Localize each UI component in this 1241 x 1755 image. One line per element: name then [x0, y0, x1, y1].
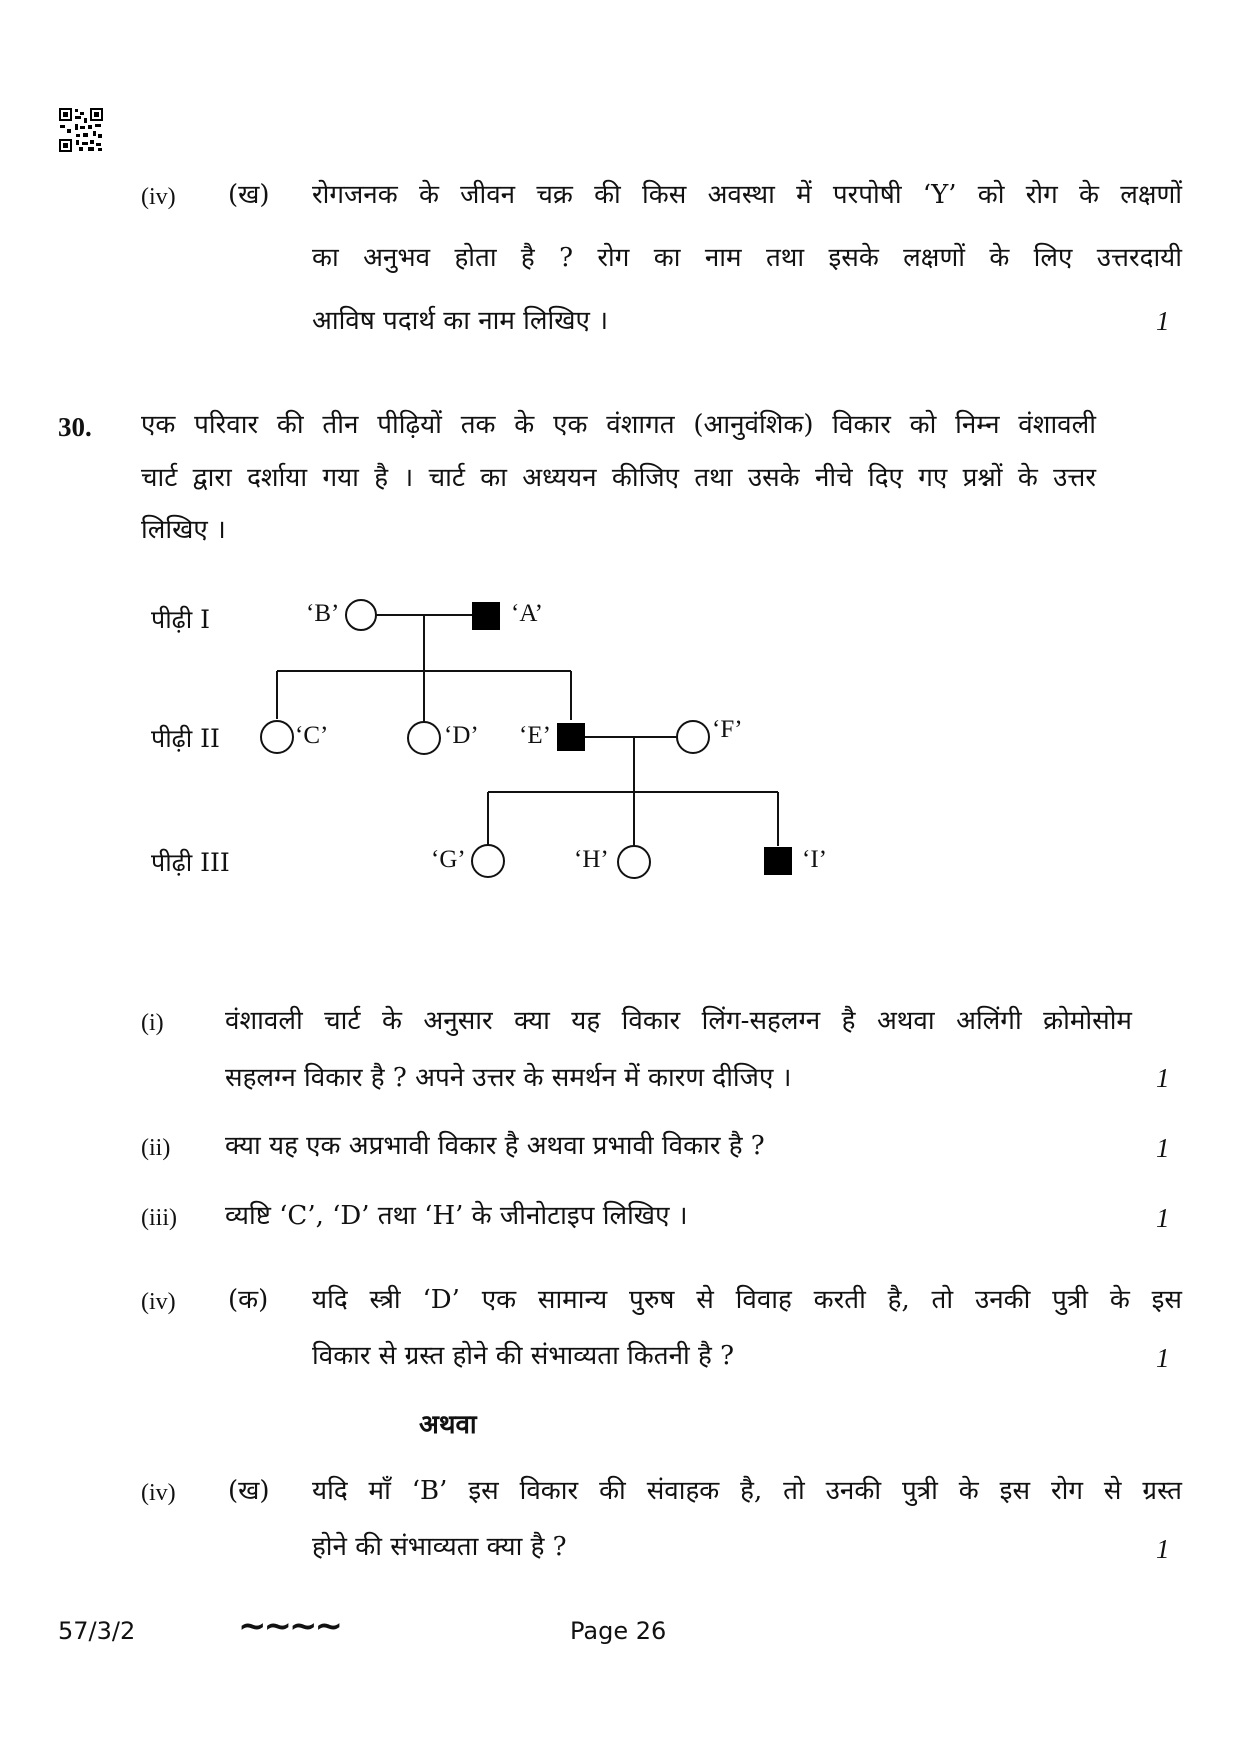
- affected-male-e: [557, 723, 585, 751]
- question-line-2: चार्ट द्वारा दर्शाया गया है । चार्ट का अध्ययन कीजिए तथा उसके नीचे दिए गए प्रश्नों के उत्तर: [141, 463, 1096, 493]
- marks: 1: [1156, 1063, 1170, 1093]
- female-c: [261, 721, 293, 753]
- part-label: (iv): [141, 184, 176, 210]
- individual-label-e: ‘E’: [519, 722, 551, 749]
- prev-question-line-2: का अनुभव होता है ? रोग का नाम तथा इसके लक्षणों के लिए उत्तरदायी: [312, 243, 1182, 273]
- individual-label-a: ‘A’: [511, 600, 543, 627]
- part-label: (iii): [141, 1205, 177, 1231]
- option-label: (ख): [228, 180, 270, 210]
- female-h: [618, 846, 650, 878]
- option-label: (ख): [228, 1476, 270, 1506]
- individual-label-f: ‘F’: [712, 716, 743, 743]
- question-line-3: लिखिए ।: [141, 515, 226, 545]
- affected-male-a: [472, 602, 500, 630]
- individual-label-b: ‘B’: [306, 600, 340, 627]
- individual-label-i: ‘I’: [802, 846, 827, 873]
- subquestion-iv-a-line-2: विकार से ग्रस्त होने की संभाव्यता कितनी है ?: [312, 1341, 735, 1371]
- female-d: [408, 722, 440, 754]
- question-number: 30.: [58, 412, 92, 442]
- generation-label-3: पीढ़ी III: [151, 848, 230, 877]
- paper-code: 57/3/2: [58, 1617, 136, 1645]
- part-label: (i): [141, 1010, 164, 1036]
- individual-label-c: ‘C’: [295, 722, 329, 749]
- subquestion-iv-a-line-1: यदि स्त्री ‘D’ एक सामान्य पुरुष से विवाह करती है, तो उनकी पुत्री के इस: [312, 1285, 1182, 1315]
- marks: 1: [1156, 1534, 1170, 1564]
- affected-male-i: [764, 847, 792, 875]
- individual-label-d: ‘D’: [444, 722, 479, 749]
- subquestion-i-line-1: वंशावली चार्ट के अनुसार क्या यह विकार लिंग-सहलग्न है अथवा अलिंगी क्रोमोसोम: [225, 1006, 1132, 1036]
- marks: 1: [1156, 1203, 1170, 1233]
- part-label: (iv): [141, 1480, 176, 1506]
- prev-question-line-1: रोगजनक के जीवन चक्र की किस अवस्था में परपोषी ‘Y’ को रोग के लक्षणों: [312, 180, 1182, 210]
- individual-label-h: ‘H’: [574, 846, 609, 873]
- prev-question-line-3: आविष पदार्थ का नाम लिखिए ।: [312, 306, 609, 336]
- subquestion-iv-b-line-2: होने की संभाव्यता क्या है ?: [312, 1532, 567, 1562]
- question-line-1: एक परिवार की तीन पीढ़ियों तक के एक वंशागत (आनुवंशिक) विकार को निम्न वंशावली: [141, 410, 1096, 440]
- part-label: (ii): [141, 1135, 171, 1161]
- individual-label-g: ‘G’: [431, 846, 466, 873]
- subquestion-i-line-2: सहलग्न विकार है ? अपने उत्तर के समर्थन में कारण दीजिए ।: [225, 1063, 792, 1093]
- or-divider: अथवा: [419, 1410, 477, 1440]
- option-label: (क): [228, 1285, 269, 1315]
- part-label: (iv): [141, 1289, 176, 1315]
- subquestion-ii-line-1: क्या यह एक अप्रभावी विकार है अथवा प्रभावी विकार है ?: [225, 1131, 765, 1161]
- female-f: [677, 721, 709, 753]
- marks: 1: [1156, 306, 1170, 336]
- marks: 1: [1156, 1133, 1170, 1163]
- subquestion-iii-line-1: व्यष्टि ‘C’, ‘D’ तथा ‘H’ के जीनोटाइप लिखिए ।: [225, 1201, 688, 1231]
- subquestion-iv-b-line-1: यदि माँ ‘B’ इस विकार की संवाहक है, तो उनकी पुत्री के इस रोग से ग्रस्त: [312, 1476, 1182, 1506]
- page-number: Page 26: [570, 1617, 667, 1645]
- marks: 1: [1156, 1343, 1170, 1373]
- generation-label-1: पीढ़ी I: [151, 605, 211, 634]
- female-b: [346, 600, 376, 630]
- generation-label-2: पीढ़ी II: [151, 724, 220, 753]
- separator-mark: ~~~~: [238, 1606, 340, 1646]
- female-g: [472, 845, 504, 877]
